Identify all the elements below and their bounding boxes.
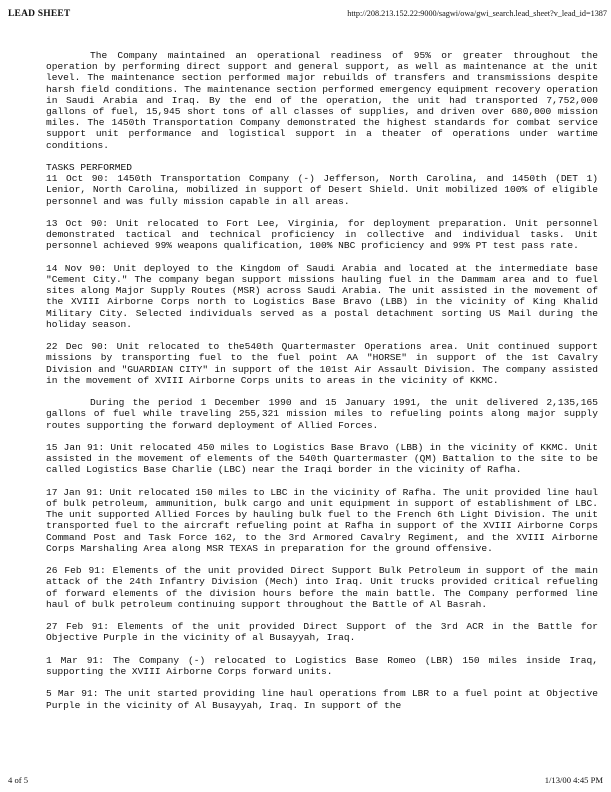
entry-22-dec-90: 22 Dec 90: Unit relocated to the540th Quartermaster Operations area. Unit continued support missions by transporting fuel to the fuel point AA "HORSE" in support of the 1st Cavalry Division and "GUARDIAN CITY" in support of the 101st Air Assault Division. The company assisted in the movement of XVIII Airborne Corps units to areas in the vicinity of KKMC. <box>46 341 598 386</box>
entry-14-nov-90: 14 Nov 90: Unit deployed to the Kingdom of Saudi Arabia and located at the intermediate base "Cement City." The company began support missions hauling fuel in the Dammam area and to fuel sites along Major Supply Routes (MSR) across Saudi Arabia. The unit assisted in the movement of the XVIII Airborne Corps north to Logistics Base Bravo (LBB) in the vicinity of King Khalid Military City. Selected individuals served as a postal detachment sorting US Mail during the holiday season. <box>46 262 598 330</box>
tasks-heading: TASKS PERFORMED <box>46 162 132 174</box>
intro-paragraph: The Company maintained an operational readiness of 95% or greater throughout the operation by performing direct support and general support, as well as maintenance at the unit level. The maintenance section performed major rebuilds of transfers and transmissions despite harsh field conditions. The maintenance section performed emergency equipment recovery operation in Saudi Arabia and Iraq. By the end of the operation, the unit had transported 7,752,000 gallons of fuel, 15,945 short tons of all classes of supplies, and driven over 680,000 mission miles. The 1450th Transportation Company demonstrated the highest standards for combat service support unit performance and logistical support in a theater of operations under wartime conditions. <box>46 50 598 151</box>
entry-1-mar-91: 1 Mar 91: The Company (-) relocated to Logistics Base Romeo (LBR) 150 miles inside Iraq, supporting the XVIII Airborne Corps forward units. <box>46 654 598 678</box>
entry-26-feb-91: 26 Feb 91: Elements of the unit provided Direct Support Bulk Petroleum in support of the main attack of the 24th Infantry Division (Mech) into Iraq. Unit trucks provided critical refueling of forward elements of the division hours before the main battle. The Company performed line haul of bulk petroleum continuing support throughout the Battle of Al Basrah. <box>46 565 598 610</box>
entry-5-mar-91: 5 Mar 91: The unit started providing line haul operations from LBR to a fuel point at Objective Purple in the vicinity of Al Busayyah, Iraq. In support of the <box>46 688 598 711</box>
summary-paragraph: During the period 1 December 1990 and 15 January 1991, the unit delivered 2,135,165 gallons of fuel while traveling 255,321 mission miles to refueling points along major supply routes supporting the forward deployment of Allied Forces. <box>46 397 598 431</box>
entry-27-feb-91: 27 Feb 91: Elements of the unit provided Direct Support of the 3rd ACR in the Battle for Objective Purple in the vicinity of al Busayyah, Iraq. <box>46 621 598 644</box>
header-url[interactable]: http://208.213.152.22:9000/sagwi/owa/gwi_search.lead_sheet?v_lead_id=1387 <box>347 9 607 18</box>
print-timestamp: 1/13/00 4:45 PM <box>544 775 603 785</box>
header-title: LEAD SHEET <box>8 9 71 19</box>
page-footer <box>0 773 611 785</box>
entry-13-oct-90: 13 Oct 90: Unit relocated to Fort Lee, Virginia, for deployment preparation. Unit personnel demonstrated tactical and technical proficiency in collective and individual tasks. Unit personnel achieved 99% weapons qualification, 100% NBC proficiency and 99% PT test pass rate. <box>46 218 598 252</box>
entry-17-jan-91: 17 Jan 91: Unit relocated 150 miles to LBC in the vicinity of Rafha. The unit provided line haul of bulk petroleum, ammunition, bulk cargo and unit equipment in support of establishment of LBC. The unit supported Allied Forces by hauling bulk fuel to the French 6th Light Division. The unit transported fuel to the aircraft refueling point at Rafha in support of the XVIII Airborne Corps Command Post and Task Force 162, to the 3rd Armored Cavalry Regiment, and the XVIII Airborne Corps Marshaling Area along MSR TEXAS in preparation for the ground offensive. <box>46 486 598 554</box>
page-header <box>0 9 611 23</box>
document-body <box>46 50 598 722</box>
page-number: 4 of 5 <box>8 775 29 785</box>
entry-15-jan-91: 15 Jan 91: Unit relocated 450 miles to Logistics Base Bravo (LBB) in the vicinity of KKMC. Unit assisted in the movement of elements of the 540th Quartermaster (QM) Battalion to the site to be called Logistics Base Charlie (LBC) near the Iraqi border in the vicinity of Rafha. <box>46 442 598 476</box>
entry-11-oct-90: 11 Oct 90: 1450th Transportation Company (-) Jefferson, North Carolina, and 1450th (DET 1) Lenior, North Carolina, mobilized in support of Desert Shield. Unit mobilized 100% of eligible personnel and was fully mission capable in all areas. <box>46 173 598 207</box>
